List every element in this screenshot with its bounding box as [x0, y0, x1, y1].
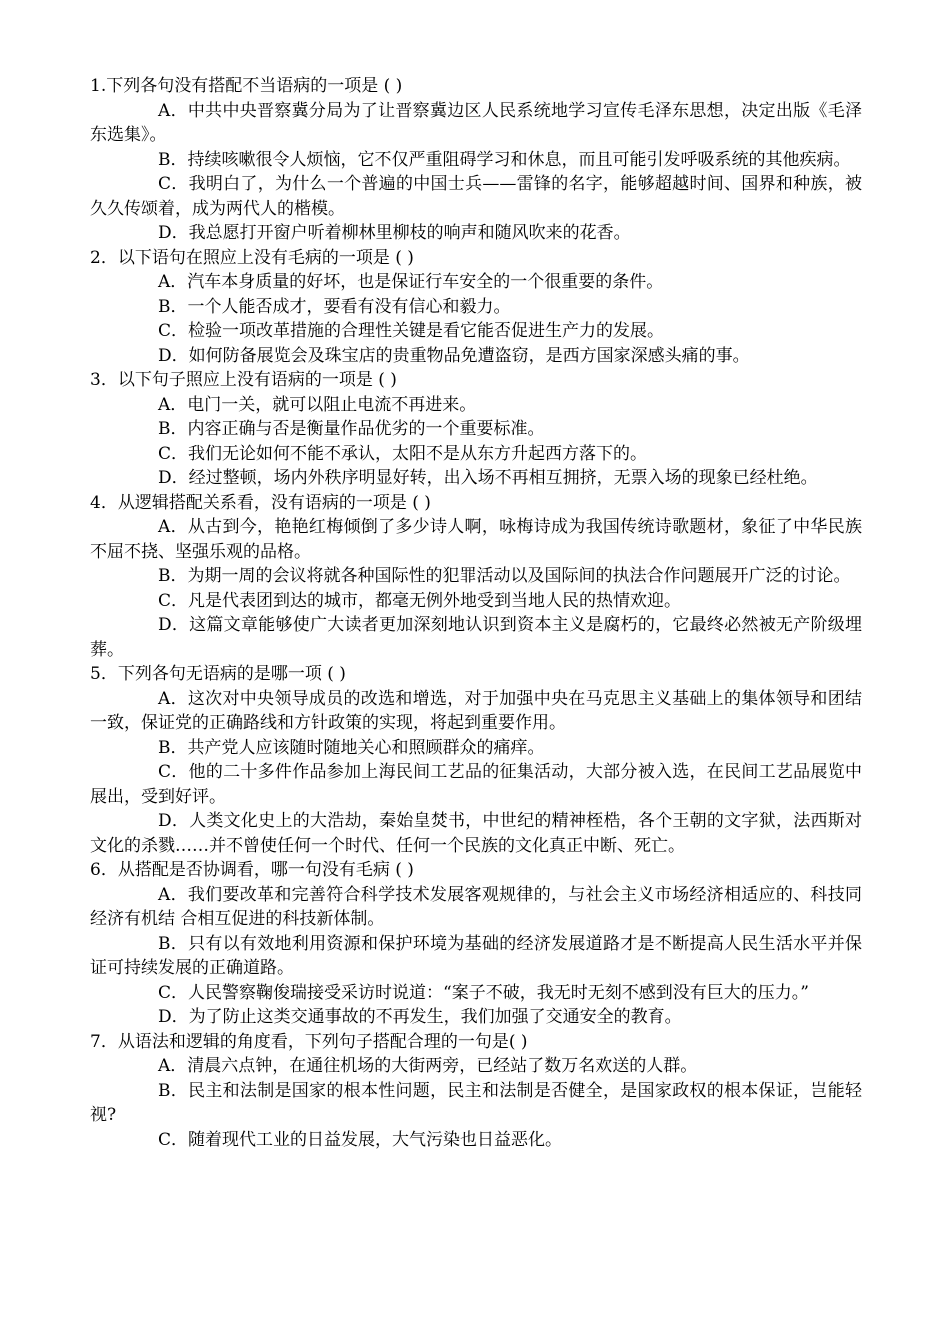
question-1	[90, 74, 862, 246]
option-a: A．清晨六点钟，在通往机场的大街两旁，已经站了数万名欢送的人群。	[158, 1056, 698, 1076]
option-c: C．随着现代工业的日益发展，大气污染也日益恶化。	[158, 1129, 563, 1150]
option-d: D．如何防备展览会及珠宝店的贵重物品免遭盗窃，是西方国家深感头痛的事。	[158, 345, 750, 366]
option-b: B．持续咳嗽很令人烦恼，它不仅严重阻碍学习和休息，而且可能引发呼吸系统的其他疾病。	[158, 149, 851, 170]
option-a: A．电门一关，就可以阻止电流不再进来。	[158, 394, 477, 415]
option-d: D．为了防止这类交通事故的不再发生，我们加强了交通安全的教育。	[158, 1007, 682, 1027]
option-d: D．这篇文章能够使广大读者更加深刻地认识到资本主义是腐朽的，它最终必然被无产阶级埋葬。	[90, 615, 862, 660]
question-4	[90, 491, 862, 663]
option-a: A．这次对中央领导成员的改选和增选，对于加强中央在马克思主义基础上的集体领导和团结一致，保证党的正确路线和方针政策的实现，将起到重要作用。	[90, 688, 862, 733]
option-d: D．经过整顿，场内外秩序明显好转，出入场不再相互拥挤，无票入场的现象已经杜绝。	[158, 468, 818, 488]
option-b: B．民主和法制是国家的根本性问题，民主和法制是否健全，是国家政权的根本保证，岂能轻视?	[90, 1080, 862, 1125]
option-c: C．我们无论如何不能不承认，太阳不是从东方升起西方落下的。	[158, 443, 648, 464]
option-a: A．中共中央晋察冀分局为了让晋察冀边区人民系统地学习宣传毛泽东思想，决定出版《毛泽东选集》。	[90, 100, 862, 145]
question-2	[90, 246, 862, 369]
option-c: C．凡是代表团到达的城市，都毫无例外地受到当地人民的热情欢迎。	[158, 590, 682, 611]
question-title: 7．从语法和逻辑的角度看，下列句子搭配合理的一句是( )	[90, 1031, 528, 1052]
question-title: 4．从逻辑搭配关系看，没有语病的一项是 ( )	[90, 492, 431, 513]
question-3	[90, 368, 862, 491]
option-c: C．他的二十多件作品参加上海民间工艺品的征集活动，大部分被入选，在民间工艺品展览中展出，受到好评。	[90, 762, 862, 807]
question-6	[90, 858, 862, 1030]
question-title: 3．以下句子照应上没有语病的一项是 ( )	[90, 370, 397, 390]
question-5	[90, 662, 862, 858]
option-b: B．一个人能否成才，要看有没有信心和毅力。	[158, 296, 511, 317]
option-c: C．人民警察鞠俊瑞接受采访时说道：“案子不破，我无时无刻不感到没有巨大的压力。”	[158, 982, 809, 1003]
option-a: A．从古到今，艳艳红梅倾倒了多少诗人啊，咏梅诗成为我国传统诗歌题材，象征了中华民族不屈不挠、坚强乐观的品格。	[90, 517, 862, 562]
option-d: D．我总愿打开窗户听着柳林里柳枝的响声和随风吹来的花香。	[158, 223, 631, 243]
question-title: 5．下列各句无语病的是哪一项 ( )	[90, 664, 346, 684]
option-a: A．我们要改革和完善符合科学技术发展客观规律的，与社会主义市场经济相适应的、科技同经济有机结 合相互促进的科技新体制。	[90, 884, 862, 929]
option-b: B．为期一周的会议将就各种国际性的犯罪活动以及国际间的执法合作问题展开广泛的讨论。	[158, 566, 851, 586]
option-b: B．内容正确与否是衡量作品优劣的一个重要标准。	[158, 419, 545, 439]
option-c: C．检验一项改革措施的合理性关键是看它能否促进生产力的发展。	[158, 321, 665, 341]
option-a: A．汽车本身质量的好坏，也是保证行车安全的一个很重要的条件。	[158, 272, 664, 292]
option-b: B．共产党人应该随时随地关心和照顾群众的痛痒。	[158, 737, 545, 758]
question-title: 1.下列各句没有搭配不当语病的一项是 ( )	[90, 76, 403, 96]
option-b: B．只有以有效地利用资源和保护环境为基础的经济发展道路才是不断提高人民生活水平并保证可持续发展的正确道路。	[90, 933, 862, 978]
question-7	[90, 1030, 862, 1153]
question-title: 6．从搭配是否协调看，哪一句没有毛病 ( )	[90, 860, 414, 880]
option-c: C．我明白了，为什么一个普遍的中国士兵——雷锋的名字，能够超越时间、国界和种族，被久久传颂着，成为两代人的楷模。	[90, 174, 862, 219]
option-d: D．人类文化史上的大浩劫，秦始皇焚书，中世纪的精神桎梏，各个王朝的文字狱，法西斯对文化的杀戮……并不曾使任何一个时代、任何一个民族的文化真正中断、死亡。	[90, 811, 862, 856]
question-title: 2．以下语句在照应上没有毛病的一项是 ( )	[90, 247, 414, 268]
